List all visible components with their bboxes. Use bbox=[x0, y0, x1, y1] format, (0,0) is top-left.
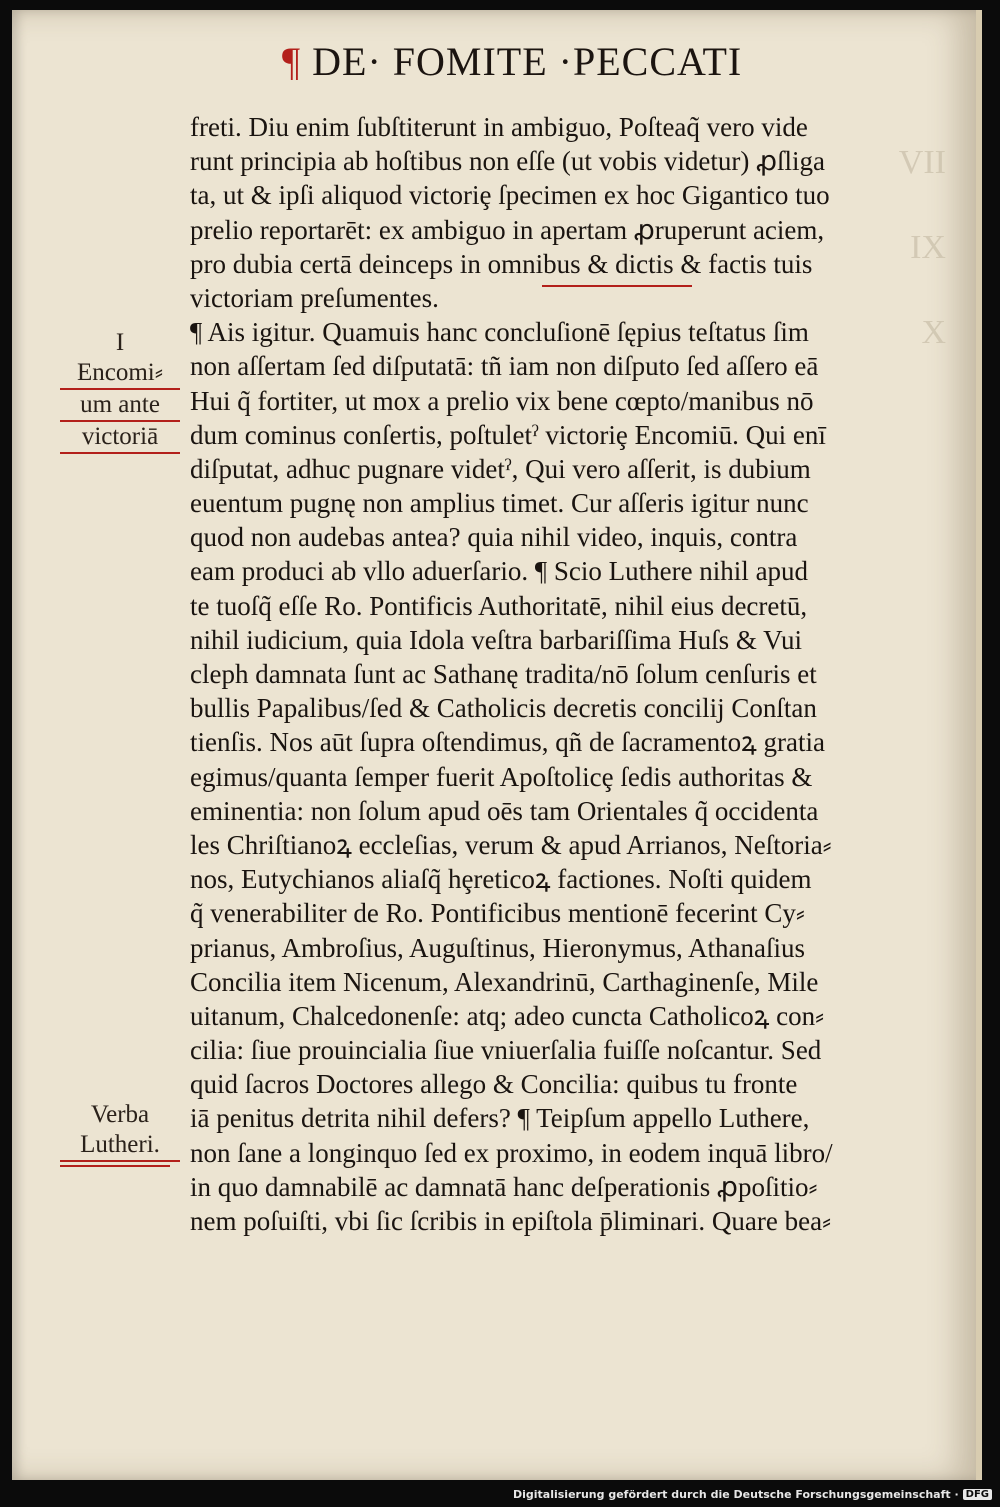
text-line: iā penitus detrita nihil defers? ¶ Teipſum appello Luthere, bbox=[190, 1103, 810, 1134]
text-line: eam produci ab vllo aduerſario. ¶ Scio Luthere nihil apud bbox=[190, 556, 809, 587]
red-rule bbox=[60, 1165, 170, 1167]
text-line: bullis Papalibus/ſed & Catholicis decretis concilij Conſtan bbox=[190, 693, 817, 724]
text-line: euentum pugnę non amplius timet. Cur aſſeris igitur nunc bbox=[190, 488, 809, 519]
footer-credit bbox=[513, 1488, 992, 1501]
text-line: Concilia item Nicenum, Alexandrinū, Carthaginenſe, Mile bbox=[190, 966, 819, 997]
margin-note-encomium bbox=[60, 328, 180, 454]
margin-note-line: Verba bbox=[90, 1101, 150, 1128]
text-line: les Chriſtianoꝝ eccleſias, verum & apud Arrianos, Neſtoria⸗ bbox=[190, 829, 832, 860]
text-line: freti. Diu enim ſubſtiterunt in ambiguo, Poſteaq̃ vero vide bbox=[190, 112, 808, 142]
text-line: runt principia ab hoſtibus non eſſe (ut vobis videtur) ꝓſliga bbox=[190, 146, 826, 177]
main-text-block bbox=[190, 110, 950, 1238]
text-line: egimus/quanta ſemper fuerit Apoſtolicȩ ſedis authoritas & bbox=[190, 761, 813, 792]
text-line: q̃ venerabiliter de Ro. Pontificibus mentionē fecerint Cy⸗ bbox=[190, 898, 805, 929]
text-line: quod non audebas antea? quia nihil video, inquis, contra bbox=[190, 522, 798, 553]
text-line: ta, ut & ipſi aliquod victoriȩ ſpecimen ex hoc Gigantico tuo bbox=[190, 180, 830, 211]
margin-note-line: Lutheri. bbox=[60, 1130, 180, 1162]
text-line: prianus, Ambroſius, Auguſtinus, Hieronymus, Athanaſius bbox=[190, 932, 805, 963]
text-line: ¶ Ais igitur. Quamuis hanc concluſionē ſępius teſtatus ſim bbox=[190, 317, 809, 348]
header-title: DE· FOMITE ·PECCATI bbox=[312, 39, 743, 84]
margin-note-verba-lutheri bbox=[60, 1100, 180, 1162]
text-line: non ſane a longinquo ſed ex proximo, in eodem inquā libro/ bbox=[190, 1137, 833, 1168]
text-line: eminentia: non ſolum apud oēs tam Orientales q̃ occidenta bbox=[190, 795, 819, 826]
text-line: cilia: ſiue prouincialia ſiue vniuerſalia fuiſſe noſcantur. Sed bbox=[190, 1035, 822, 1066]
text-line: quid ſacros Doctores allego & Concilia: quibus tu fronte bbox=[190, 1069, 798, 1100]
text-line: pro dubia certā deinceps in omnibus & dictis & factis tuis bbox=[190, 248, 813, 279]
text-line: dum cominus conſertis, poſtuletˀ victoriȩ Encomiū. Qui enī bbox=[190, 419, 826, 450]
text-line: Hui q̃ fortiter, ut mox a prelio vix bene cœpto/manibus nō bbox=[190, 385, 814, 416]
text-line: nihil iudicium, quia Idola veſtra barbariſſima Huſs & Vui bbox=[190, 624, 803, 655]
margin-note-line: I bbox=[115, 329, 125, 356]
text-line: tienſis. Nos aūt ſupra oſtendimus, qñ de ſacramentoꝝ gratia bbox=[190, 727, 825, 758]
text-line: te tuoſq̃ eſſe Ro. Pontificis Authoritatē, nihil eius decretū, bbox=[190, 590, 808, 621]
running-header bbox=[282, 38, 742, 85]
bleed-through-text: VII IX X bbox=[898, 144, 946, 351]
margin-note-line: victoriā bbox=[60, 422, 180, 454]
book-page bbox=[12, 10, 982, 1480]
text-line: nos, Eutychianos aliaſq̃ hȩreticoꝝ factiones. Noſti quidem bbox=[190, 864, 812, 895]
margin-note-line: um ante bbox=[60, 390, 180, 422]
text-line: victoriam preſumentes. bbox=[190, 282, 439, 313]
dfg-logo: DFG bbox=[963, 1489, 992, 1500]
text-line: prelio reportarēt: ex ambiguo in apertam ꝓruperunt aciem, bbox=[190, 214, 825, 245]
text-line: cleph damnata ſunt ac Sathanę tradita/nō ſolum cenſuris et bbox=[190, 659, 817, 689]
text-line: uitanum, Chalcedonenſe: atq; adeo cuncta Catholicoꝝ con⸗ bbox=[190, 1000, 825, 1031]
footer-text: Digitalisierung gefördert durch die Deutsche Forschungsgemeinschaft · bbox=[512, 1488, 959, 1501]
header-pilcrow: ¶ bbox=[282, 39, 302, 84]
text-line: non aſſertam ſed diſputatā: tñ iam non diſputo ſed aſſero eā bbox=[190, 351, 819, 382]
text-line: in quo damnabilē ac damnatā hanc deſperationis ꝓpoſitio⸗ bbox=[190, 1171, 818, 1202]
text-line: nem poſuiſti, vbi ſic ſcribis in epiſtola p̄liminari. Quare bea⸗ bbox=[190, 1206, 832, 1236]
margin-note-line: Encomi⸗ bbox=[60, 358, 180, 390]
text-line: diſputat, adhuc pugnare videtˀ, Qui vero aſſerit, is dubium bbox=[190, 453, 811, 484]
